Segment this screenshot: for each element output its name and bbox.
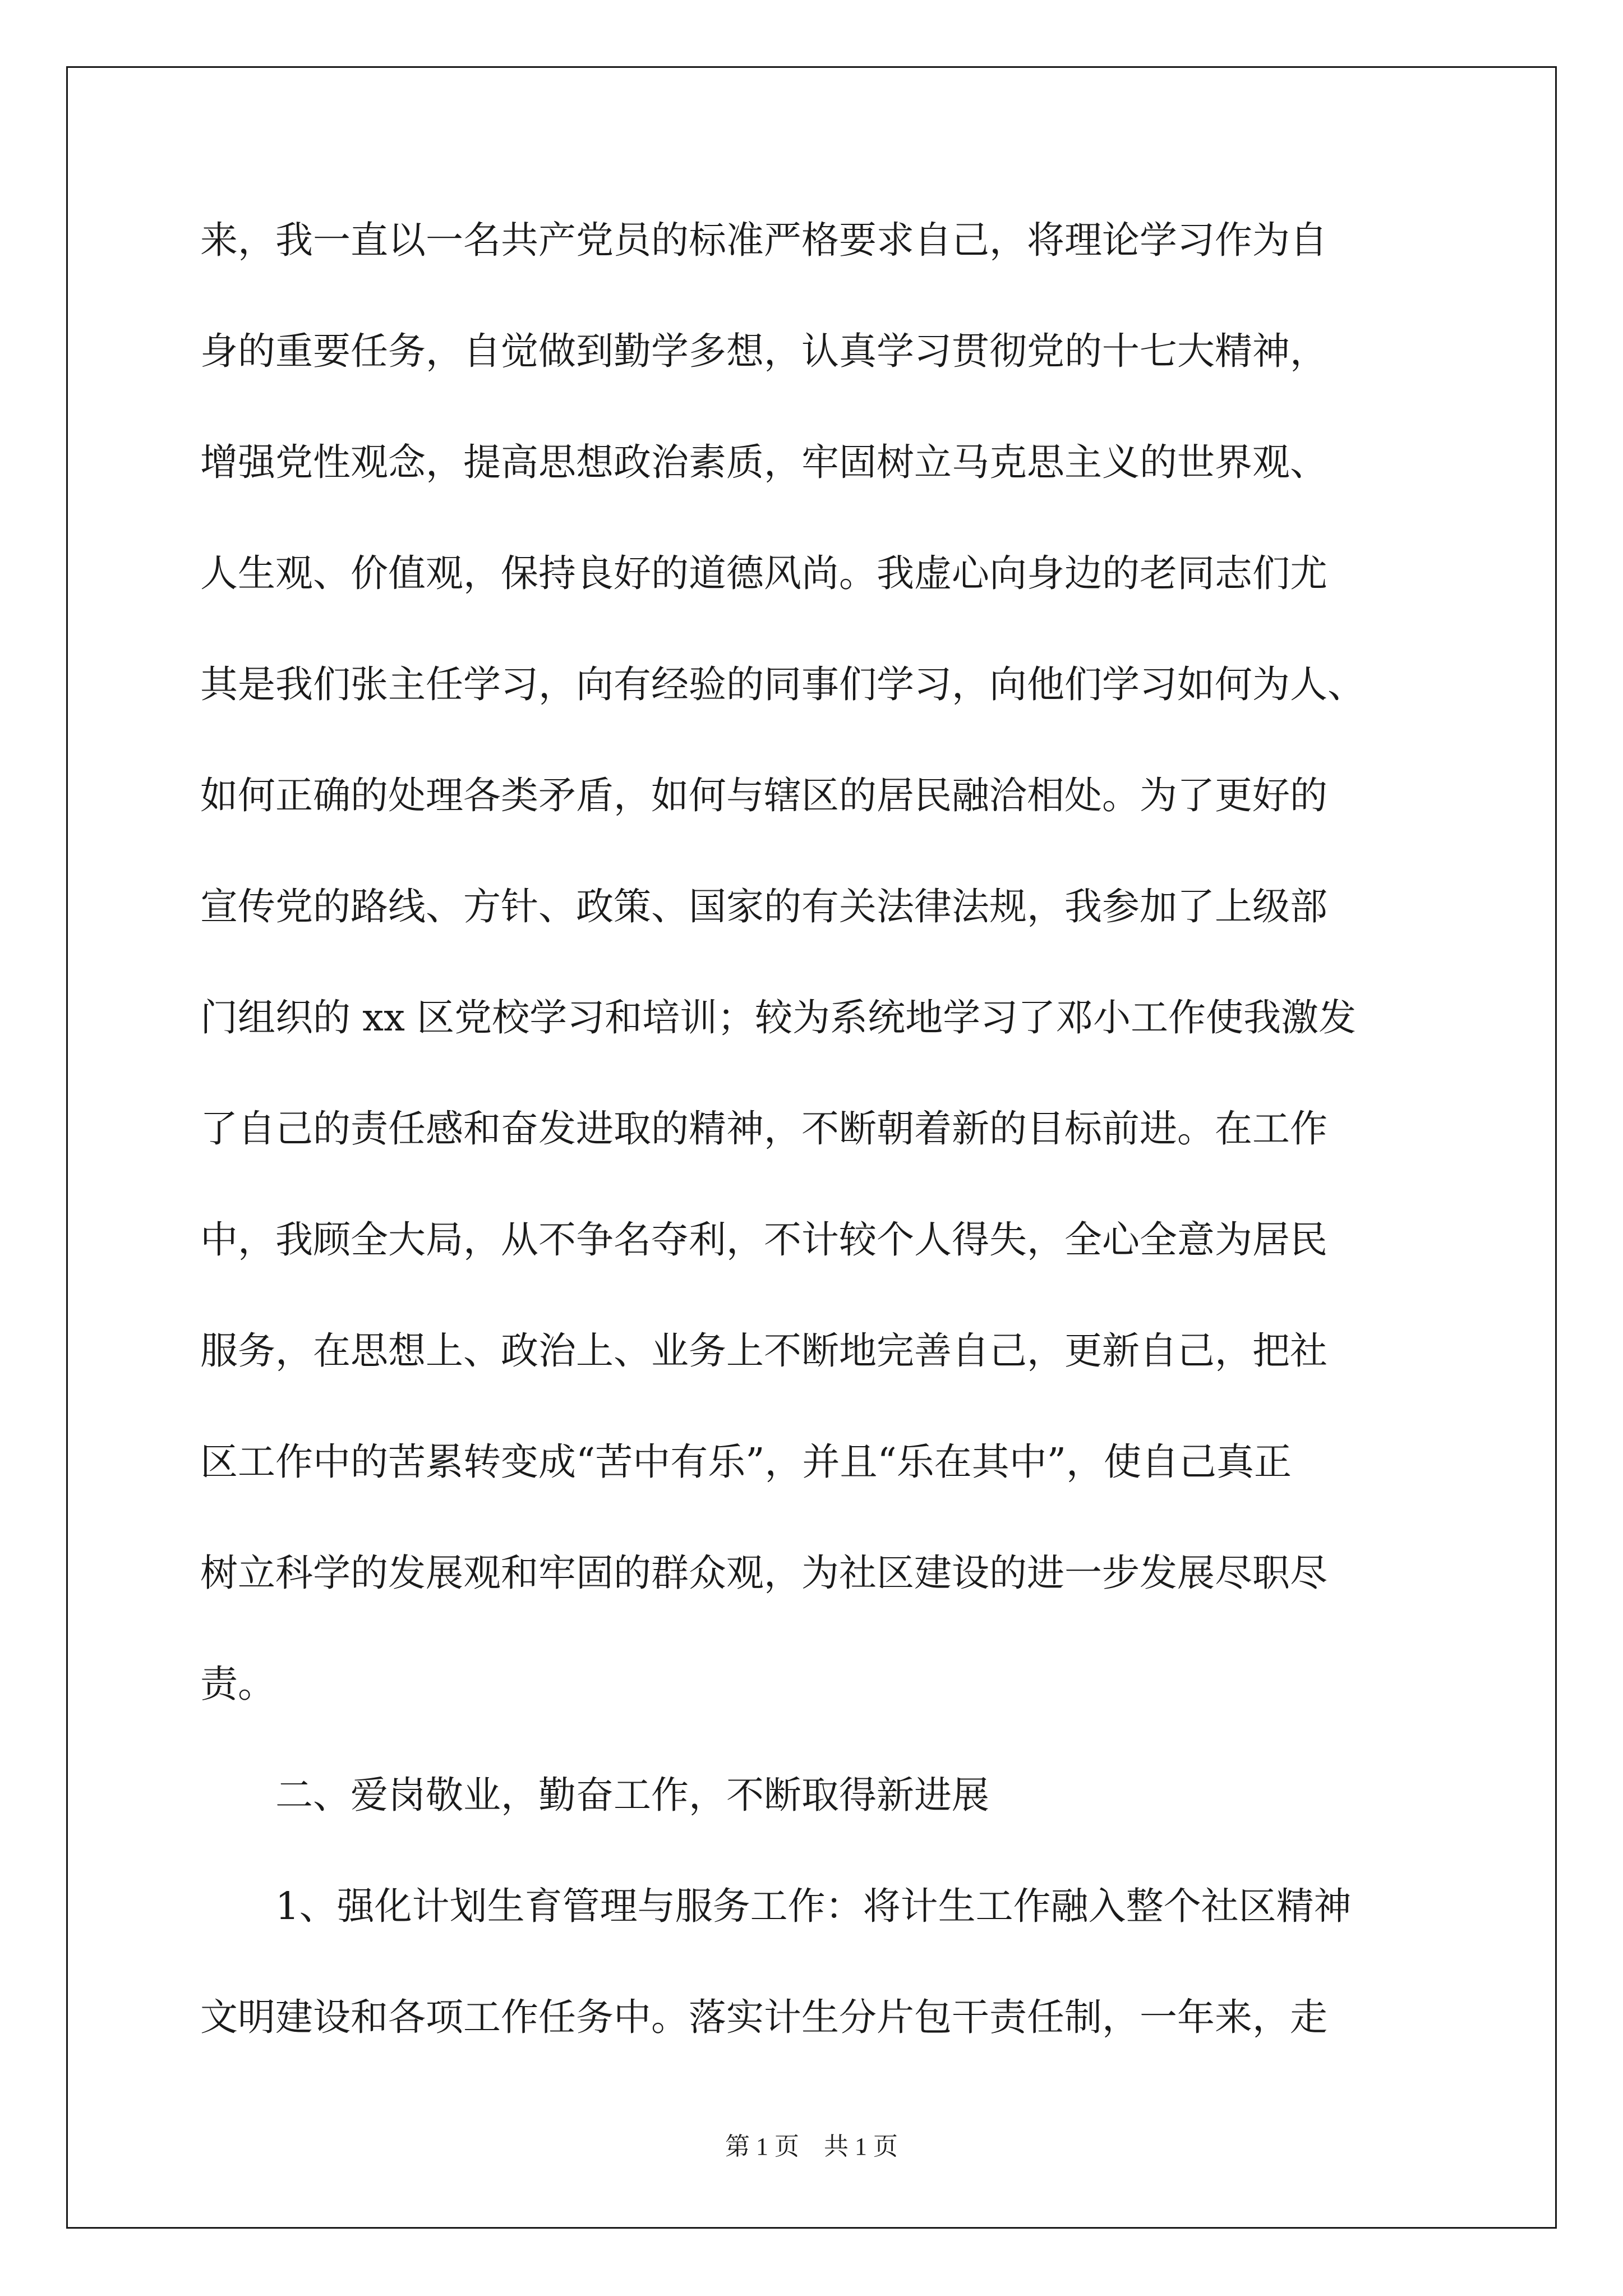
text-line: 中，我顾全大局，从不争名夺利，不计较个人得失，全心全意为居民	[200, 1218, 1327, 1262]
text-line: 人生观、价值观，保持良好的道德风尚。我虚心向身边的老同志们尤	[200, 551, 1327, 595]
text-line: 树立科学的发展观和牢固的群众观，为社区建设的进一步发展尽职尽	[200, 1551, 1327, 1595]
text-line: 如何正确的处理各类矛盾，如何与辖区的居民融洽相处。为了更好的	[200, 774, 1327, 817]
text-line: 责。	[200, 1662, 275, 1706]
text-line: 来，我一直以一名共产党员的标准严格要求自己，将理论学习作为自	[200, 218, 1327, 262]
text-line: 门组织的 xx 区党校学习和培训；较为系统地学习了邓小工作使我激发	[200, 996, 1357, 1039]
text-line: 文明建设和各项工作任务中。落实计生分片包干责任制，一年来，走	[200, 1995, 1327, 2039]
text-line: 其是我们张主任学习，向有经验的同事们学习，向他们学习如何为人、	[200, 662, 1365, 706]
text-line: 服务，在思想上、政治上、业务上不断地完善自己，更新自己，把社	[200, 1329, 1327, 1373]
text-line: 了自己的责任感和奋发进取的精神，不断朝着新的目标前进。在工作	[200, 1107, 1327, 1151]
text-line: 宣传党的路线、方针、政策、国家的有关法律法规，我参加了上级部	[200, 885, 1327, 928]
text-line: 区工作中的苦累转变成“苦中有乐”，并且“乐在其中”，使自己真正	[200, 1440, 1292, 1484]
page-number: 第 1 页 共 1 页	[725, 2133, 898, 2160]
text-line: 增强党性观念，提高思想政治素质，牢固树立马克思主义的世界观、	[200, 440, 1327, 484]
text-line: 身的重要任务，自觉做到勤学多想，认真学习贯彻党的十七大精神，	[200, 329, 1327, 373]
section-heading: 二、爱岗敬业，勤奋工作，不断取得新进展	[275, 1773, 989, 1817]
text-line: 1、强化计划生育管理与服务工作：将计生工作融入整个社区精神	[275, 1884, 1352, 1928]
